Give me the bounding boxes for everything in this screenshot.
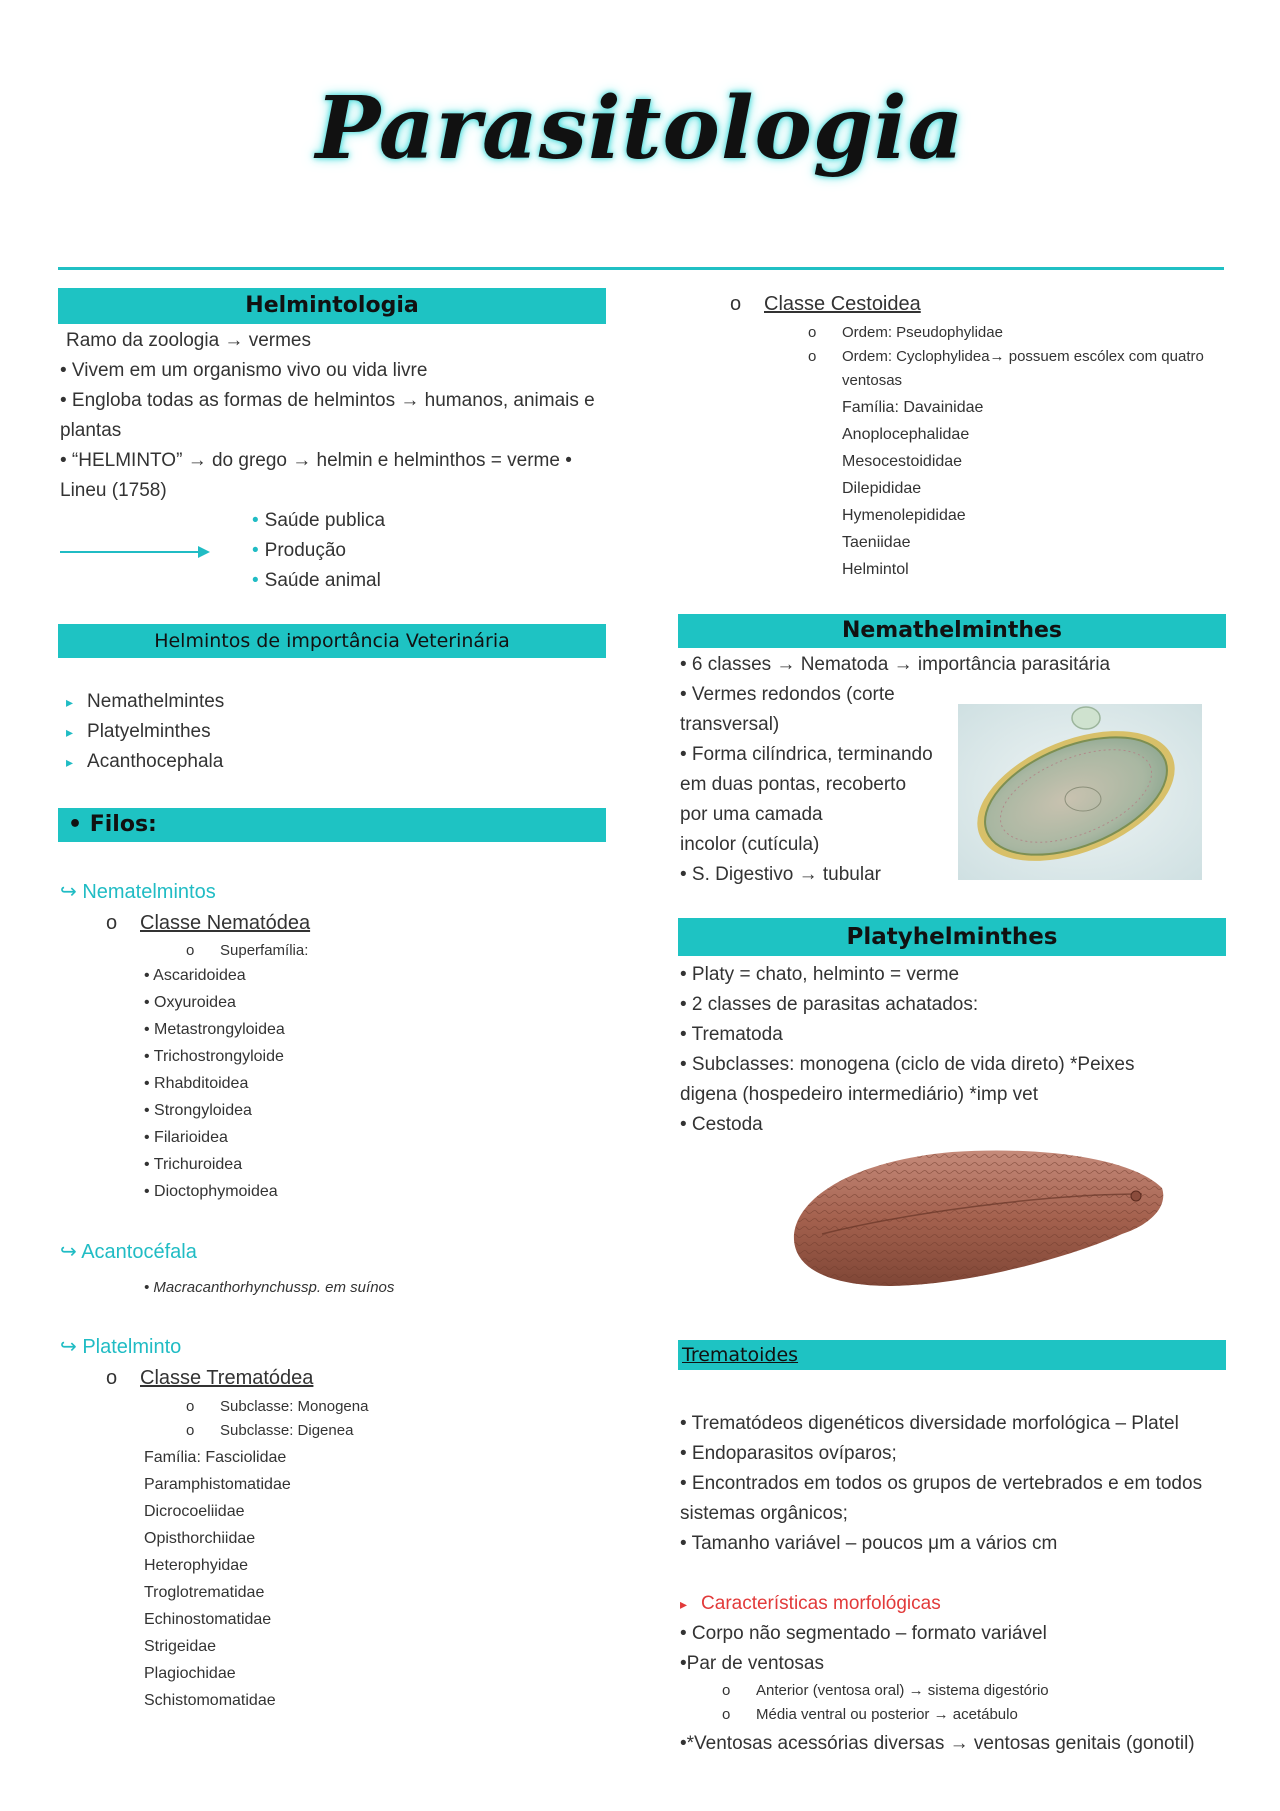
platyhelminthes-line: • Trematoda	[680, 1024, 783, 1045]
acantocefala-label: ↪ Acantocéfala	[60, 1241, 197, 1263]
classe-trematodea: o Classe Trematódea	[106, 1363, 313, 1393]
superfamily-item: • Trichostrongyloide	[144, 1048, 284, 1065]
platyhelminthes-line: • Platy = chato, helminto = verme	[680, 964, 960, 985]
nemathelminthes-line: • S. Digestivo → tubular	[680, 864, 881, 885]
caracteristicas-label: ▸ Características morfológicas	[680, 1589, 941, 1619]
nemathelminthes-line: • Forma cilíndrica, terminando	[680, 744, 933, 765]
arrow-right-icon	[60, 544, 212, 560]
acantocefala-item: • Macracanthorhynchussp. em suínos	[144, 1279, 395, 1296]
platyhelminthes-line: • 2 classes de parasitas achatados:	[680, 994, 979, 1015]
helmintologia-intro: Ramo da zoologia → vermes	[66, 330, 311, 351]
superfamilia-label: o Superfamília:	[186, 940, 308, 962]
familia-item: Echinostomatidae	[144, 1611, 272, 1628]
superfamily-item: • Metastrongyloidea	[144, 1021, 285, 1038]
title-divider	[58, 267, 1224, 270]
ordem-item: o Ordem: Pseudophylidae	[808, 322, 1003, 344]
cestoda-familia: Mesocestoididae	[842, 453, 963, 470]
nemathelminthes-line: em duas pontas, recoberto	[680, 774, 907, 795]
familia-item: Plagiochidae	[144, 1665, 236, 1682]
superfamily-item: • Trichuroidea	[144, 1156, 243, 1173]
phylum-item: ▸ Acanthocephala	[66, 747, 223, 777]
page-title: Parasitologia	[315, 78, 965, 179]
helmintologia-line: • Vivem em um organismo vivo ou vida livre	[60, 360, 428, 381]
subclasse-item: o Subclasse: Digenea	[186, 1420, 353, 1442]
trematoides-line: • Tamanho variável – poucos μm a vários cm	[680, 1533, 1058, 1554]
cestoda-familia: Hymenolepididae	[842, 507, 966, 524]
familia-item: Strigeidae	[144, 1638, 217, 1655]
superfamily-item: • Oxyuroidea	[144, 994, 236, 1011]
fluke-image	[782, 1144, 1168, 1290]
cestoda-familia: Anoplocephalidae	[842, 426, 970, 443]
superfamily-item: • Strongyloidea	[144, 1102, 252, 1119]
familia-item: Dicrocoeliidae	[144, 1503, 245, 1520]
familia-item: Heterophyidae	[144, 1557, 249, 1574]
helmintologia-line: plantas	[60, 420, 122, 441]
importance-item: • Produção	[252, 536, 346, 566]
familia-item: Paramphistomatidae	[144, 1476, 291, 1493]
helmintologia-line: Lineu (1758)	[60, 480, 167, 501]
ventosa-item: o Média ventral ou posterior → acetábulo	[722, 1704, 1018, 1726]
helmintologia-line: • “HELMINTO” → do grego → helmin e helminthos = verme •	[60, 450, 572, 471]
nemathelminthes-line: • Vermes redondos (corte	[680, 684, 895, 705]
subclasse-item: o Subclasse: Monogena	[186, 1396, 368, 1418]
helmintologia-header: Helmintologia	[58, 288, 606, 324]
trematoides-line: sistemas orgânicos;	[680, 1503, 848, 1524]
trematoides-line: • Encontrados em todos os grupos de vertebrados e em todos	[680, 1473, 1203, 1494]
filos-header: • Filos:	[58, 808, 606, 842]
helmintologia-line: • Engloba todas as formas de helmintos → humanos, animais e	[60, 390, 595, 411]
cestoda-familia: Dilepididae	[842, 480, 922, 497]
nemathelminthes-line: • 6 classes → Nematoda → importância parasitária	[680, 654, 1111, 675]
familia-item: Schistomomatidae	[144, 1692, 276, 1709]
familia-item: Família: Fasciolidae	[144, 1449, 287, 1466]
nemathelminthes-line: incolor (cutícula)	[680, 834, 820, 855]
trematoides-header: Trematoides	[678, 1340, 1226, 1370]
superfamily-item: • Ascaridoidea	[144, 967, 246, 984]
nemathelminthes-line: transversal)	[680, 714, 780, 735]
phylum-item: ▸ Platyelminthes	[66, 717, 211, 747]
classe-nematodea: o Classe Nematódea	[106, 908, 310, 938]
platyhelminthes-header: Platyhelminthes	[678, 918, 1226, 956]
platelminto-label: ↪ Platelminto	[60, 1336, 182, 1358]
platyhelminthes-line: • Subclasses: monogena (ciclo de vida direto) *Peixes	[680, 1054, 1135, 1075]
importance-item: • Saúde publica	[252, 506, 385, 536]
importance-item: • Saúde animal	[252, 566, 381, 596]
classe-cestoidea: o Classe Cestoidea	[730, 289, 921, 319]
ordem-item-cont: ventosas	[842, 372, 903, 389]
cestoda-familia: Família: Davainidae	[842, 399, 984, 416]
superfamily-item: • Dioctophymoidea	[144, 1183, 278, 1200]
trematoides-line: •Par de ventosas	[680, 1653, 824, 1674]
cestoda-familia: Taeniidae	[842, 534, 911, 551]
superfamily-item: • Filarioidea	[144, 1129, 228, 1146]
familia-item: Troglotrematidae	[144, 1584, 265, 1601]
nemathelminthes-header: Nemathelminthes	[678, 614, 1226, 648]
cestoda-familia: Helmintol	[842, 561, 909, 578]
superfamily-item: • Rhabditoidea	[144, 1075, 249, 1092]
familia-item: Opisthorchiidae	[144, 1530, 256, 1547]
trematoides-line: • Corpo não segmentado – formato variável	[680, 1623, 1047, 1644]
trematoides-line: • Endoparasitos ovíparos;	[680, 1443, 897, 1464]
nemathelminthes-line: por uma camada	[680, 804, 823, 825]
nematelmintos-label: ↪ Nematelmintos	[60, 881, 216, 903]
ventosa-item: o Anterior (ventosa oral) → sistema digestório	[722, 1680, 1049, 1702]
platyhelminthes-line: • Cestoda	[680, 1114, 763, 1135]
phylum-item: ▸ Nemathelmintes	[66, 687, 224, 717]
importancia-header: Helmintos de importância Veterinária	[58, 624, 606, 658]
ordem-item: o Ordem: Cyclophylidea→ possuem escólex com quatro	[808, 346, 1204, 368]
trematoides-line: • Trematódeos digenéticos diversidade morfológica – Platel	[680, 1413, 1179, 1434]
trematoides-line: •*Ventosas acessórias diversas → ventosas genitais (gonotil)	[680, 1733, 1195, 1754]
nematode-egg-image	[958, 704, 1202, 880]
platyhelminthes-line: digena (hospedeiro intermediário) *imp vet	[680, 1084, 1039, 1105]
